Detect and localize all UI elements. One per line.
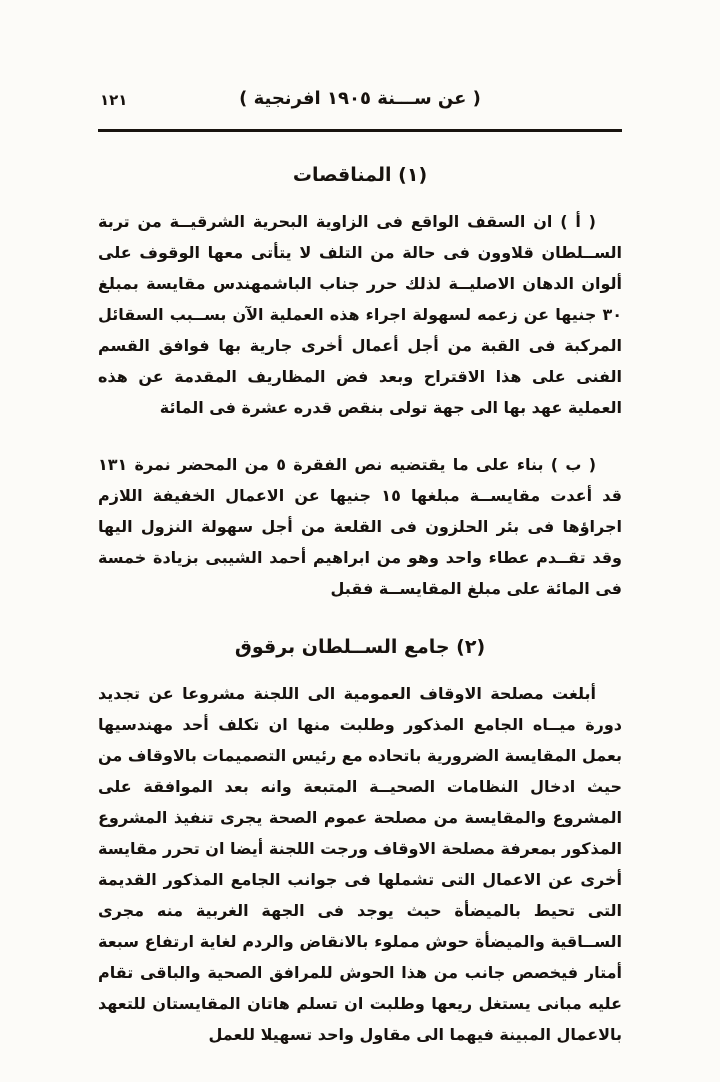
page-number: ١٢١ — [100, 91, 128, 109]
page-header — [98, 88, 622, 120]
paragraph-b: ( ب ) بناء على ما يقتضيه نص الفقرة ٥ من المحضر نمرة ١٣١ قد أعدت مقايســة مبلغها ١٥ جنيها عن الاعمال الخفيفة اللازم اجراؤها فى بئر الحلزون فى القلعة من أجل سهولة النزول اليها وقد تقــدم عطاء واحد وهو من ابراهيم أحمد الشيبى بزيادة خمسة فى المائة على مبلغ المقايســة فقبل — [98, 455, 622, 598]
header-rule — [98, 129, 622, 132]
header-title: ( عن ســـنة ١٩٠٥ افرنجية ) — [239, 88, 481, 109]
section-2-heading: (٢) جامع الســلطان برقوق — [234, 636, 486, 658]
section-1-heading: (١) المناقصات — [292, 164, 428, 186]
paragraph-mosque: أبلغت مصلحة الاوقاف العمومية الى اللجنة مشروعا عن تجديد دورة ميــاه الجامع المذكور وطلبت منها ان تكلف أحد مهندسيها بعمل المقايسة الضرورية باتحاده مع رئيس التصميمات بالاوقاف من حيث ادخال النظامات الصحيــة المتبعة وانه بعد الموافقة على المشروع والمقايسة من مصلحة عموم الصحة يجرى تنفيذ المشروع المذكور بمعرفة مصلحة الاوقاف ورجت اللجنة أيضا ان تحرر مقايسة أخرى عن الاعمال التى تشملها فى جوانب الجامع المذكور القديمة التى تحيط بالميضأة حيث يوجد فى الجهة الغربية منه مجرى الســاقية والميضأة حوش مملوء بالانقاض والردم لغاية ارتفاع سبعة أمتار فيخصص جانب من هذا الحوش للمرافق الصحية والباقى تقام عليه مبانى يستغل ريعها وطلبت ان تسلم هاتان المقايستان للتعهد بالاعمال المبينة فيهما الى مقاول واحد تسهيلا للعمل — [98, 684, 622, 1044]
paragraph-a: ( أ ) ان السقف الواقع فى الزاوية البحرية الشرقيــة من تربة الســلطان قلاوون فى حالة من التلف لا يتأتى معها الوقوف على ألوان الدهان الاصليــة لذلك حرر جناب الباشمهندس مقايسة بمبلغ ٣٠ جنيها عن زعمه لسهولة اجراء هذه العملية الآن بســبب السقائل المركبة فى القبة من أجل أعمال أخرى جارية بها فوافق القسم الفنى على هذا الاقتراح وبعد فض المظاريف المقدمة عن هذه العملية عهد بها الى جهة تولى بنقص قدره عشرة فى المائة — [98, 212, 622, 417]
page-content — [98, 88, 622, 1076]
